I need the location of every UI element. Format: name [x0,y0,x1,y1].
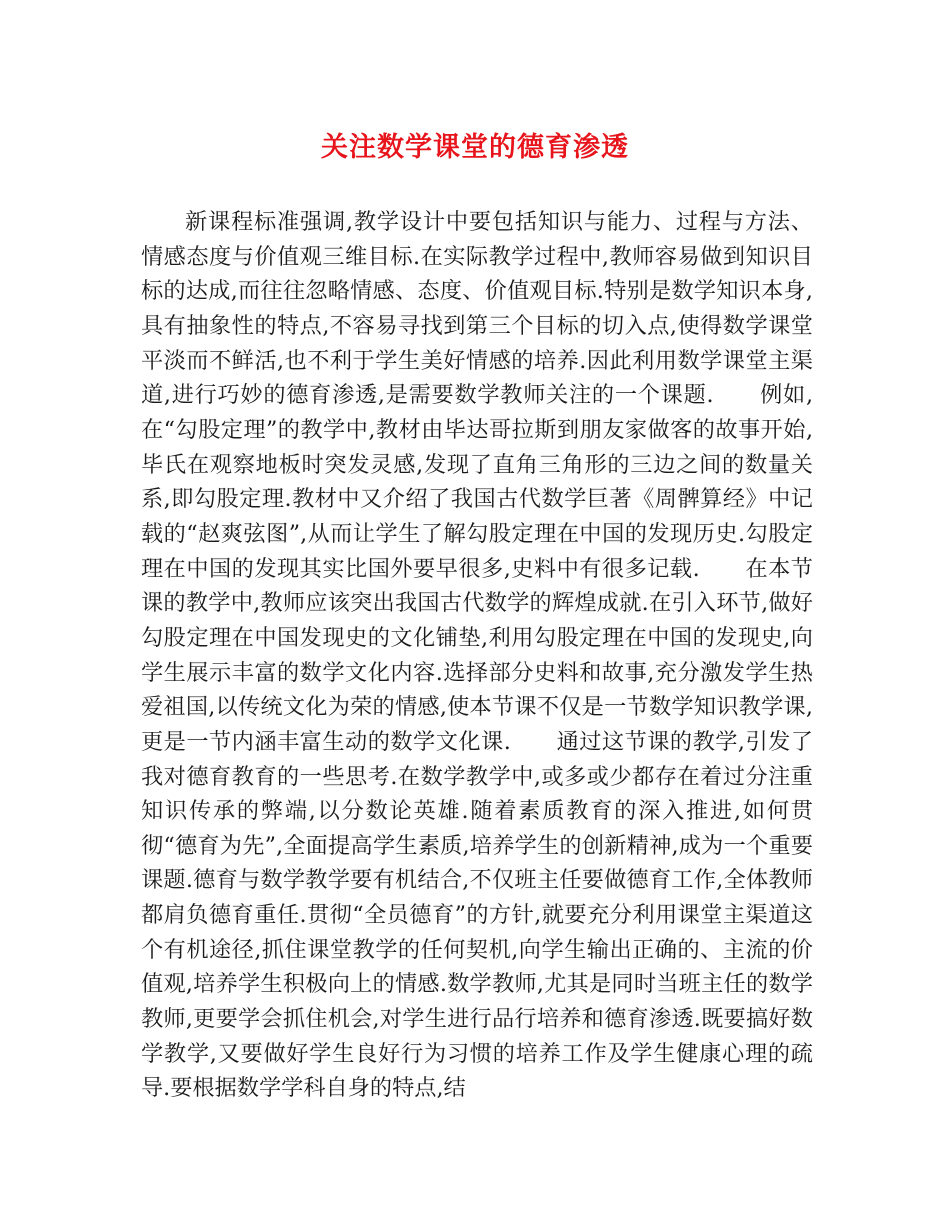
document-body: 新课程标准强调,教学设计中要包括知识与能力、过程与方法、情感态度与价值观三维目标.在实际教学过程中,教师容易做到知识目标的达成,而往往忽略情感、态度、价值观目标.特别是数学知识本身,具有抽象性的特点,不容易寻找到第三个目标的切入点,使得数学课堂平淡而不鲜活,也不利于学生美好情感的培养.因此利用数学课堂主渠道,进行巧妙的德育渗透,是需要数学教师关注的一个课题. 例如,在“勾股定理”的教学中,教材由毕达哥拉斯到朋友家做客的故事开始,毕氏在观察地板时突发灵感,发现了直角三角形的三边之间的数量关系,即勾股定理.教材中又介绍了我国古代数学巨著《周髀算经》中记载的“赵爽弦图”,从而让学生了解勾股定理在中国的发现历史.勾股定理在中国的发现其实比国外要早很多,史料中有很多记载. 在本节课的教学中,教师应该突出我国古代数学的辉煌成就.在引入环节,做好勾股定理在中国发现史的文化铺垫,利用勾股定理在中国的发现史,向学生展示丰富的数学文化内容.选择部分史料和故事,充分激发学生热爱祖国,以传统文化为荣的情感,使本节课不仅是一节数学知识教学课,更是一节内涵丰富生动的数学文化课. 通过这节课的教学,引发了我对德育教育的一些思考.在数学教学中,或多或少都存在着过分注重知识传承的弊端,以分数论英雄.随着素质教育的深入推进,如何贯彻“德育为先”,全面提高学生素质,培养学生的创新精神,成为一个重要课题.德育与数学教学要有机结合,不仅班主任要做德育工作,全体教师都肩负德育重任.贯彻“全员德育”的方针,就要充分利用课堂主渠道这个有机途径,抓住课堂教学的任何契机,向学生输出正确的、主流的价值观,培养学生积极向上的情感.数学教师,尤其是同时当班主任的数学教师,更要学会抓住机会,对学生进行品行培养和德育渗透.既要搞好数学教学,又要做好学生良好行为习惯的培养工作及学生健康心理的疏导.要根据数学学科自身的特点,结 [141,209,813,1102]
document-title: 关注数学课堂的德育渗透 [321,132,629,163]
